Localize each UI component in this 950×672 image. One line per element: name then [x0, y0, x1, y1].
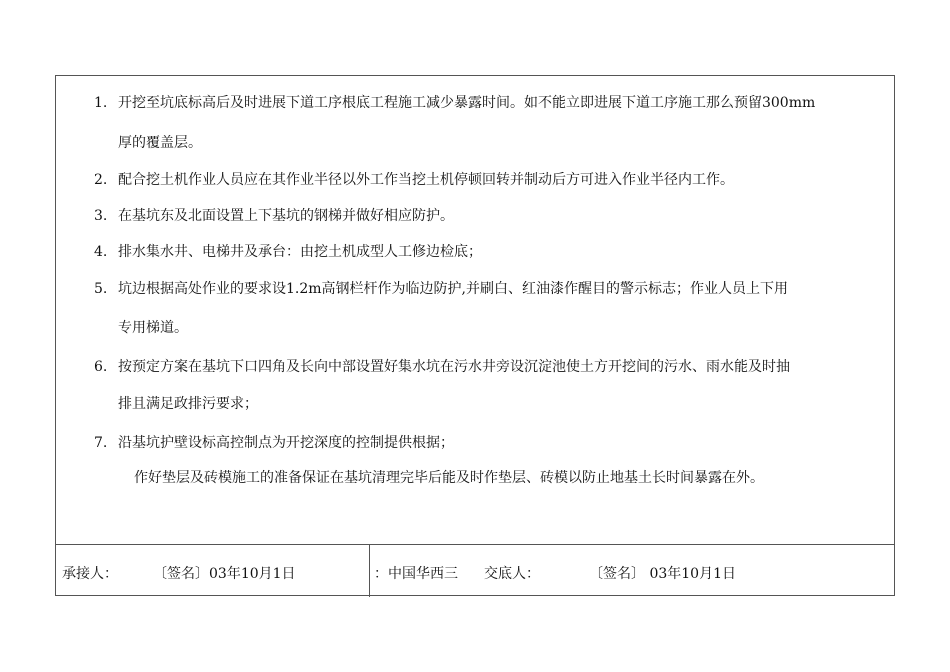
item-continuation: 专用梯道。 — [118, 320, 188, 336]
list-item — [94, 86, 884, 121]
item-text: 开挖至坑底标高后及时进展下道工序根底工程施工减少暴露时间。如不能立即进展下道工序施工那么预留300mm — [118, 95, 816, 111]
item-continuation: 厚的覆盖层。 — [118, 135, 202, 151]
discloser-signature: 〔签名〕 03年10月1日 — [589, 566, 736, 582]
item-number: 5. — [94, 281, 108, 297]
closing-paragraph: 作好垫层及砖模施工的准备保证在基坑清理完毕后能及时作垫层、砖模以防止地基土长时间暴露在外。 — [134, 470, 764, 486]
item-text: 沿基坑护壁设标高控制点为开挖深度的控制提供根据； — [118, 435, 454, 451]
item-text: 在基坑东及北面设置上下基坑的钢梯并做好相应防护。 — [118, 208, 454, 224]
cell-divider — [369, 545, 370, 597]
item-continuation: 排且满足政排污要求； — [118, 396, 258, 412]
discloser-label: 交底人： — [484, 566, 540, 582]
item-number: 3. — [94, 208, 108, 224]
item-number: 7. — [94, 435, 108, 451]
disclosure-table — [55, 75, 895, 596]
signature-row — [56, 544, 894, 597]
item-text: 排水集水井、电梯井及承台：由挖土机成型人工修边检底； — [118, 244, 482, 260]
item-text: 按预定方案在基坑下口四角及长向中部设置好集水坑在污水井旁设沉淀池使土方开挖间的污水、雨水能及时抽 — [118, 359, 790, 375]
item-text: 坑边根据高处作业的要求设1.2m高钢栏杆作为临边防护,并刷白、红油漆作醒目的警示标志；作业人员上下用 — [118, 281, 788, 297]
item-number: 6. — [94, 359, 108, 375]
item-number: 4. — [94, 244, 108, 260]
item-text: 配合挖土机作业人员应在其作业半径以外工作当挖土机停顿回转并制动后方可进入作业半径内工作。 — [118, 172, 734, 188]
item-number: 1. — [94, 95, 108, 111]
list-item — [94, 350, 884, 385]
receiver-signature: 〔签名〕03年10月1日 — [153, 566, 296, 582]
list-item — [94, 163, 884, 198]
list-item — [94, 272, 884, 307]
receiver-label: 承接人： — [62, 566, 118, 582]
company-name: ：中国华西三 — [374, 566, 458, 582]
list-item — [94, 426, 884, 461]
list-item — [94, 199, 884, 234]
content-cell — [56, 76, 894, 544]
list-item — [94, 235, 884, 270]
item-number: 2. — [94, 172, 108, 188]
